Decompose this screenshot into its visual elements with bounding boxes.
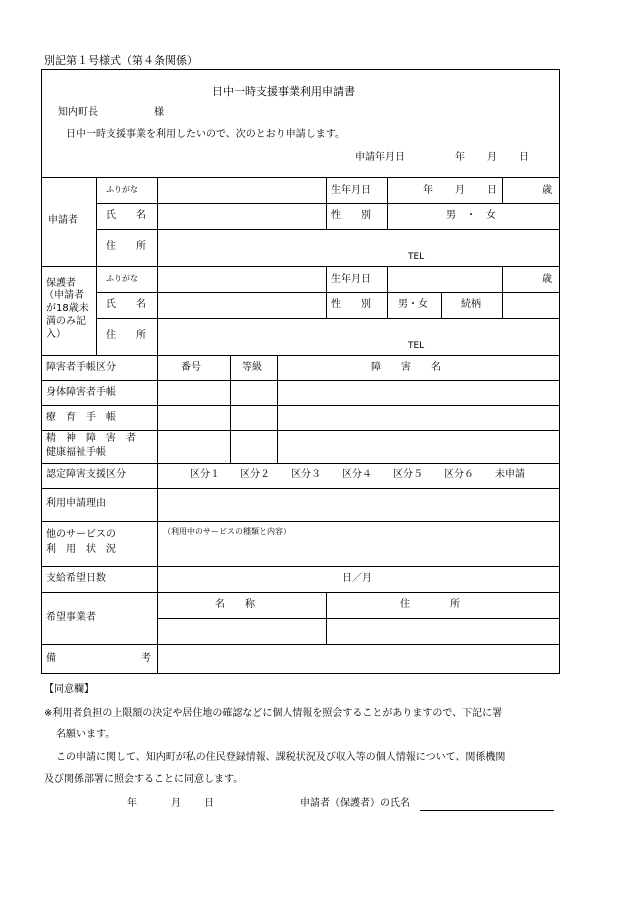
applicant-birth-day: 日: [487, 185, 497, 196]
desired-days-unit: 日／月: [342, 573, 372, 584]
consent-note-line-1: ※利用者負担の上限額の決定や居住地の確認などに個人情報を照会することがありますので、下記に署: [44, 708, 503, 719]
usage-reason-label: 利用申請理由: [46, 498, 106, 509]
applicant-birth-month: 月: [455, 185, 465, 196]
support-level-option: 区分２: [240, 469, 270, 480]
guardian-furigana-label: ふりがな: [106, 274, 138, 283]
signature-label: 申請者（保護者）の氏名: [300, 798, 410, 809]
mental-notebook-label-1: 精 神 障 害 者: [46, 433, 136, 444]
guardian-relation-label: 続柄: [461, 299, 481, 310]
disability-name-label: 障 害 名: [371, 362, 441, 373]
intro-text: 日中一時支援事業を利用したいので、次のとおり申請します。: [66, 129, 345, 140]
support-level-option: 区分４: [342, 469, 372, 480]
guardian-section-label-3: が18歳未: [46, 303, 89, 314]
applicant-sex-label: 性 別: [331, 210, 371, 221]
guardian-address-label: 住 所: [106, 330, 146, 341]
applicant-tel-label: TEL: [408, 252, 425, 262]
consent-body-line-2: 及び関係部署に照会することに同意します。: [44, 774, 244, 785]
guardian-section-label-1: 保護者: [46, 278, 76, 289]
applicant-name-label: 氏 名: [106, 210, 146, 221]
consent-year: 年: [127, 798, 137, 809]
guardian-sex-label: 性 別: [331, 299, 371, 310]
support-level-label: 認定障害支援区分: [46, 469, 126, 480]
guardian-age: 歳: [542, 274, 552, 285]
consent-day: 日: [204, 798, 214, 809]
other-services-label-2: 利 用 状 況: [46, 544, 116, 555]
applicant-sex-options: 男 ・ 女: [446, 210, 496, 221]
applicant-birthdate-label: 生年月日: [331, 185, 371, 196]
applicant-furigana-label: ふりがな: [106, 185, 138, 194]
notebook-grade-label: 等級: [242, 362, 262, 373]
consent-note-line-2: 名願います。: [56, 729, 116, 740]
guardian-birthdate-label: 生年月日: [331, 274, 371, 285]
guardian-name-label: 氏 名: [106, 299, 146, 310]
form-style-note: 別記第１号様式（第４条関係）: [44, 54, 198, 67]
provider-address-label: 住 所: [400, 599, 460, 610]
signature-line[interactable]: [420, 810, 554, 811]
remarks-label: 備: [46, 653, 56, 664]
consent-month: 月: [171, 798, 181, 809]
guardian-section-label-5: 入）: [46, 329, 66, 340]
desired-provider-label: 希望事業者: [46, 612, 96, 623]
provider-name-label: 名 称: [215, 599, 255, 610]
applicant-section-label: 申請者: [48, 215, 78, 226]
guardian-sex-options: 男・女: [398, 299, 428, 310]
applicant-birth-year: 年: [423, 185, 433, 196]
guardian-section-label-2: （申請者: [44, 290, 84, 301]
application-date-label: 申請年月日: [355, 152, 405, 163]
applicant-address-label: 住 所: [106, 241, 146, 252]
addressee: 知内町長: [58, 107, 98, 118]
application-year: 年: [455, 152, 465, 163]
guardian-section-label-4: 満のみ記: [46, 316, 86, 327]
other-services-note: （利用中のサービスの種類と内容）: [163, 527, 291, 536]
support-level-option: 区分６: [444, 469, 474, 480]
ryoiku-notebook-label: 療 育 手 帳: [46, 412, 116, 423]
applicant-age: 歳: [542, 185, 552, 196]
physical-notebook-label: 身体障害者手帳: [46, 387, 116, 398]
support-level-option: 区分３: [291, 469, 321, 480]
notebook-number-label: 番号: [181, 362, 201, 373]
addressee-honorific: 様: [154, 107, 164, 118]
mental-notebook-label-2: 健康福祉手帳: [46, 447, 106, 458]
application-day: 日: [519, 152, 529, 163]
other-services-label-1: 他のサービスの: [46, 529, 116, 540]
application-month: 月: [487, 152, 497, 163]
consent-title: 【同意欄】: [44, 684, 94, 695]
application-form-frame: [41, 69, 560, 674]
desired-days-label: 支給希望日数: [46, 573, 106, 584]
support-level-option: 未申請: [495, 469, 525, 480]
support-level-option: 区分５: [393, 469, 423, 480]
remarks-label-2: 考: [141, 653, 151, 664]
consent-body-line-1: この申請に関して、知内町が私の住民登録情報、課税状況及び収入等の個人情報について、関係機関: [56, 752, 506, 763]
form-title: 日中一時支援事業利用申請書: [212, 85, 355, 98]
notebook-type-label: 障害者手帳区分: [46, 362, 116, 373]
guardian-tel-label: TEL: [408, 341, 425, 351]
support-level-option: 区分１: [190, 469, 220, 480]
